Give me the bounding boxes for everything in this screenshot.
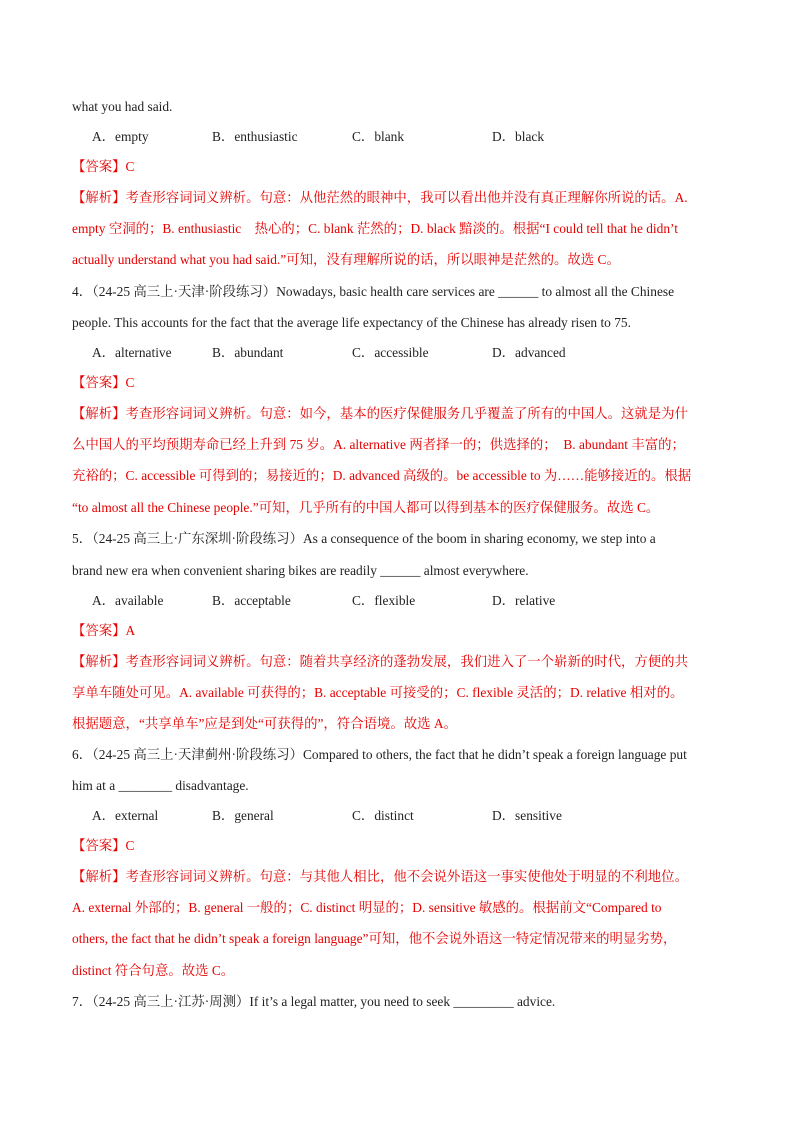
q4-stem-line: people. This accounts for the fact that the average life expectancy of the Chinese has already risen to 75. [72, 315, 631, 330]
q3-analysis-line: empty 空洞的；B. enthusiastic 热心的；C. blank 茫然的；D. black 黯淡的。根据“I could tell that he didn’t [72, 221, 678, 236]
q3-option-b: B．enthusiastic [212, 129, 298, 144]
q6-analysis-line: A. external 外部的；B. general 一般的；C. distinct 明显的；D. sensitive 敏感的。根据前文“Compared to [72, 900, 662, 915]
q5-stem-line: 5．（24-25 高三上·广东深圳·阶段练习）As a consequence of the boom in sharing economy, we step into a [72, 531, 656, 546]
q6-options [92, 806, 732, 826]
q5-answer: 【答案】A [72, 623, 136, 638]
q3-analysis-line: actually understand what you had said.”可知，没有理解所说的话，所以眼神是茫然的。故选 C。 [72, 252, 620, 267]
q5-analysis-line: 【解析】考查形容词词义辨析。句意：随着共享经济的蓬勃发展，我们进入了一个崭新的时代，方便的共 [72, 654, 688, 669]
q3-analysis-line: 【解析】考查形容词词义辨析。句意：从他茫然的眼神中，我可以看出他并没有真正理解你所说的话。A. [72, 190, 688, 205]
q6-stem-line: 6．（24-25 高三上·天津蓟州·阶段练习）Compared to others, the fact that he didn’t speak a foreign language put [72, 747, 687, 762]
q3-option-a: A．empty [92, 129, 149, 144]
q5-option-b: B．acceptable [212, 593, 291, 608]
q4-stem-line: 4．（24-25 高三上·天津·阶段练习）Nowadays, basic health care services are ______ to almost all the Chinese [72, 284, 675, 299]
q4-option-b: B．abundant [212, 345, 284, 360]
q6-option-d: D．sensitive [492, 808, 562, 823]
q4-analysis-line: 充裕的；C. accessible 可得到的；易接近的；D. advanced 高级的。be accessible to 为……能够接近的。根据 [72, 468, 692, 483]
q4-analysis-line: “to almost all the Chinese people.”可知，几乎所有的中国人都可以得到基本的医疗保健服务。故选 C。 [72, 500, 660, 515]
q6-option-b: B．general [212, 808, 274, 823]
q5-analysis-line: 享单车随处可见。A. available 可获得的；B. acceptable 可接受的；C. flexible 灵活的；D. relative 相对的。 [72, 685, 684, 700]
q5-option-d: D．relative [492, 593, 556, 608]
q4-option-a: A．alternative [92, 345, 172, 360]
q4-analysis-line: 么中国人的平均预期寿命已经上升到 75 岁。A. alternative 两者择一的；供选择的； B. abundant 丰富的； [72, 437, 685, 452]
q6-answer: 【答案】C [72, 838, 135, 853]
q4-analysis-line: 【解析】考查形容词词义辨析。句意：如今，基本的医疗保健服务几乎覆盖了所有的中国人。这就是为什 [72, 406, 688, 421]
q6-analysis-line: distinct 符合句意。故选 C。 [72, 963, 235, 978]
q6-stem-line: him at a ________ disadvantage. [72, 778, 249, 793]
q5-option-c: C．flexible [352, 593, 416, 608]
q4-option-d: D．advanced [492, 345, 566, 360]
q3-option-c: C．blank [352, 129, 405, 144]
q5-options [92, 591, 732, 611]
q6-option-c: C．distinct [352, 808, 414, 823]
q6-analysis-line: others, the fact that he didn’t speak a foreign language”可知，他不会说外语这一特定情况带来的明显劣势， [72, 931, 677, 946]
q3-stem-tail: what you had said. [72, 99, 173, 114]
q5-stem-line: brand new era when convenient sharing bikes are readily ______ almost everywhere. [72, 563, 529, 578]
q4-answer: 【答案】C [72, 375, 135, 390]
q3-option-d: D．black [492, 129, 545, 144]
q6-option-a: A．external [92, 808, 159, 823]
q6-analysis-line: 【解析】考查形容词词义辨析。句意：与其他人相比，他不会说外语这一事实使他处于明显的不利地位。 [72, 869, 688, 884]
q3-answer: 【答案】C [72, 159, 135, 174]
q5-analysis-line: 根据题意，“共享单车”应是到处“可获得的”，符合语境。故选 A。 [72, 716, 457, 731]
q4-options [92, 343, 732, 363]
q5-option-a: A．available [92, 593, 164, 608]
q7-stem-line: 7．（24-25 高三上·江苏·周测）If it’s a legal matter, you need to seek _________ advice. [72, 994, 556, 1009]
q3-options [92, 127, 732, 147]
q4-option-c: C．accessible [352, 345, 429, 360]
